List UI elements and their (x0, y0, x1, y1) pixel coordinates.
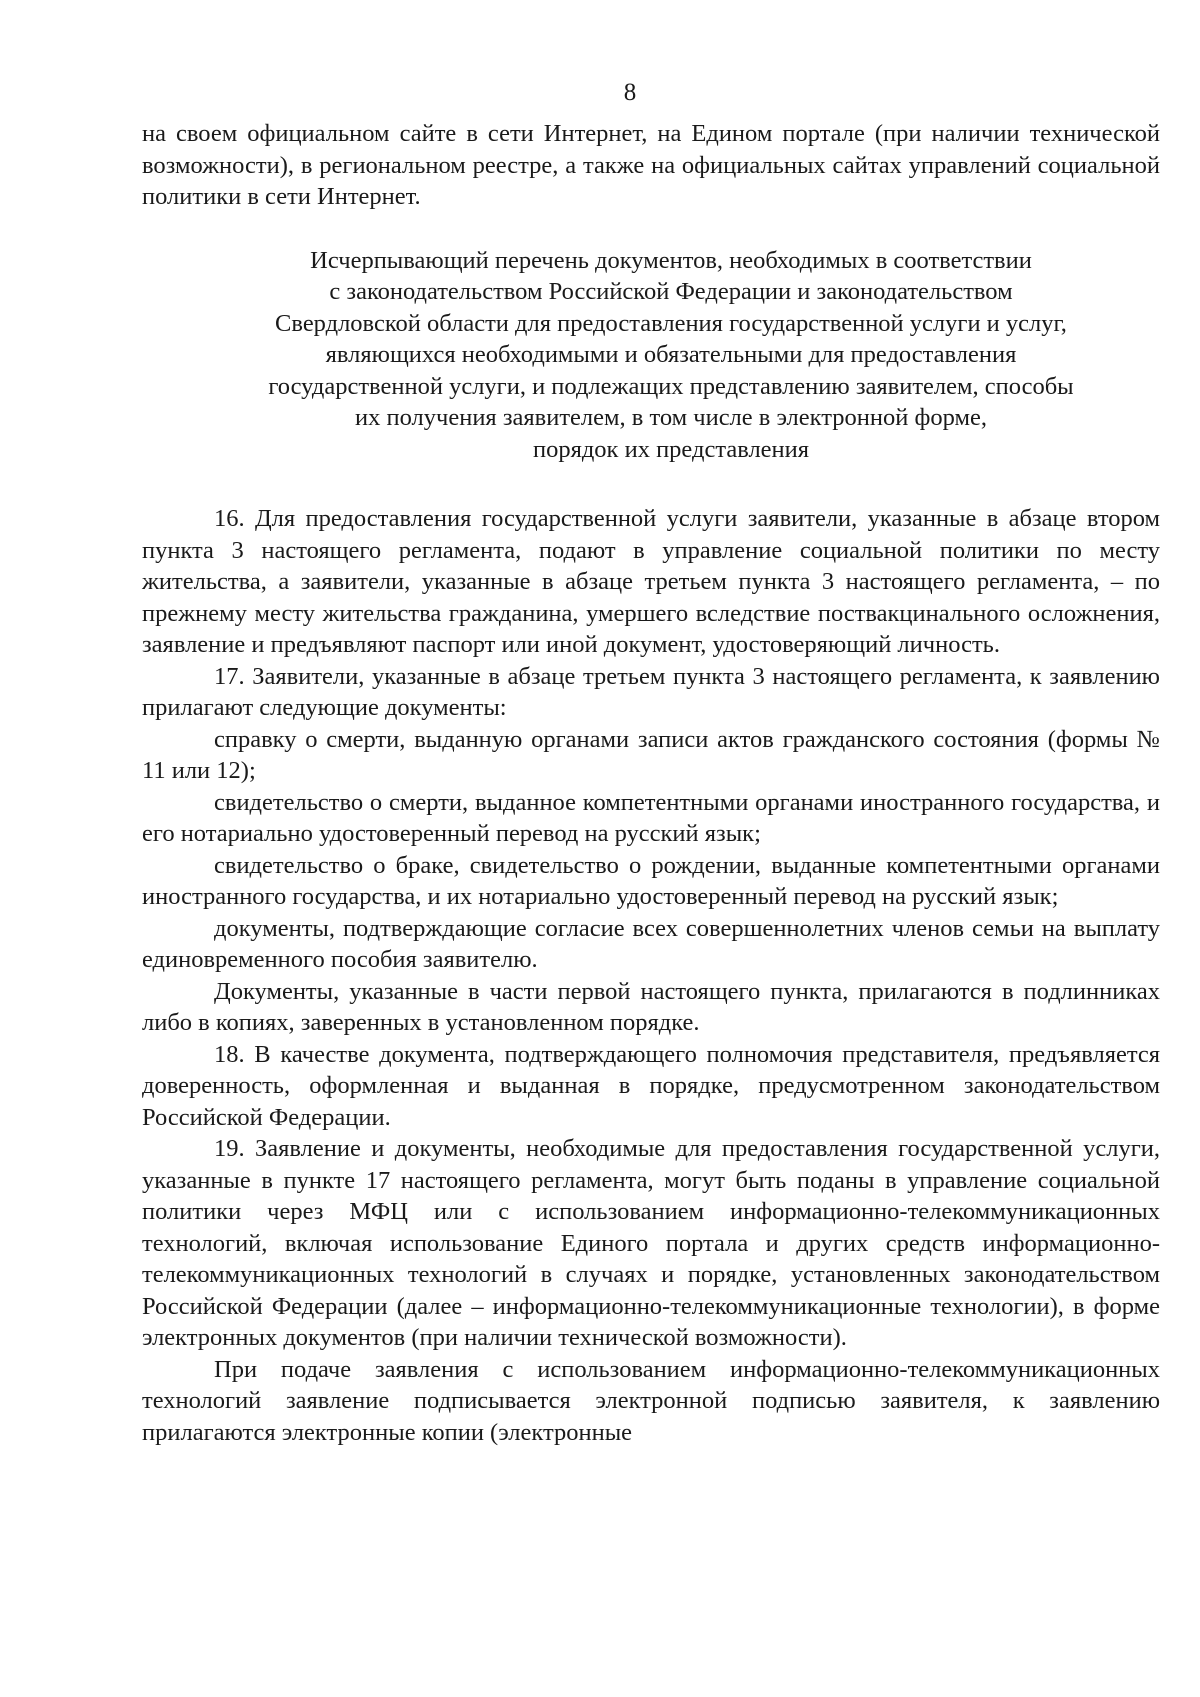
list-item-family-consent: документы, подтверждающие согласие всех совершеннолетних членов семьи на выплату единовременного пособия заявителю. (142, 914, 1160, 973)
heading-line: Исчерпывающий перечень документов, необходимых в соответствии (310, 246, 1032, 274)
intro-paragraph: на своем официальном сайте в сети Интернет, на Едином портале (при наличии технической возможности), в региональном реестре, а также на официальных сайтах управлений социальной политики в сети Интернет. (142, 120, 1160, 210)
paragraph-16: 16. Для предоставления государственной услуги заявители, указанные в абзаце втором пункта 3 настоящего регламента, подают в управление социальной политики по месту жительства, а заявители, указанные в абзаце третьем пункта 3 настоящего регламента, – по прежнему месту жительства гражданина, умершего вследствие поствакцинального осложнения, заявление и предъявляют паспорт или иной документ, удостоверяющий личность. (142, 505, 1160, 658)
heading-line: государственной услуги, и подлежащих представлению заявителем, способы (268, 372, 1074, 400)
document-body (142, 118, 1160, 1448)
paragraph-17: 17. Заявители, указанные в абзаце третьем пункта 3 настоящего регламента, к заявлению прилагают следующие документы: (142, 662, 1160, 721)
paragraph-18: 18. В качестве документа, подтверждающего полномочия представителя, предъявляется доверенность, оформленная и выданная в порядке, предусмотренном законодательством Российской Федерации. (142, 1040, 1160, 1131)
heading-line: Свердловской области для предоставления государственной услуги и услуг, (275, 309, 1067, 337)
heading-line: с законодательством Российской Федерации и законодательством (329, 278, 1013, 305)
heading-line: порядок их представления (532, 435, 810, 463)
page-number: 8 (623, 79, 637, 106)
list-item-death-certificate: справку о смерти, выданную органами записи актов гражданского состояния (формы № 11 или 12); (142, 725, 1160, 784)
paragraph-documents-copies: Документы, указанные в части первой настоящего пункта, прилагаются в подлинниках либо в копиях, заверенных в установленном порядке. (142, 977, 1160, 1036)
section-heading (142, 245, 1160, 466)
list-item-foreign-death-certificate: свидетельство о смерти, выданное компетентными органами иностранного государства, и его нотариально удостоверенный перевод на русский язык; (142, 788, 1160, 847)
paragraph-19: 19. Заявление и документы, необходимые для предоставления государственной услуги, указанные в пункте 17 настоящего регламента, могут быть поданы в управление социальной политики через МФЦ или с использованием информационно-телекоммуникационных технологий, включая использование Единого портала и других средств информационно-телекоммуникационных технологий в случаях и порядке, установленных законодательством Российской Федерации (далее – информационно-телекоммуникационные технологии), в форме электронных документов (при наличии технической возможности). (142, 1135, 1160, 1351)
heading-line: являющихся необходимыми и обязательными для предоставления (325, 341, 1017, 368)
list-item-marriage-birth-certificates: свидетельство о браке, свидетельство о рождении, выданные компетентными органами иностранного государства, и их нотариально удостоверенный перевод на русский язык; (142, 851, 1160, 910)
heading-line: их получения заявителем, в том числе в электронной форме, (355, 404, 987, 431)
paragraph-electronic-submission: При подаче заявления с использованием информационно-телекоммуникационных технологий заявление подписывается электронной подписью заявителя, к заявлению прилагаются электронные копии (электронные (142, 1355, 1160, 1446)
